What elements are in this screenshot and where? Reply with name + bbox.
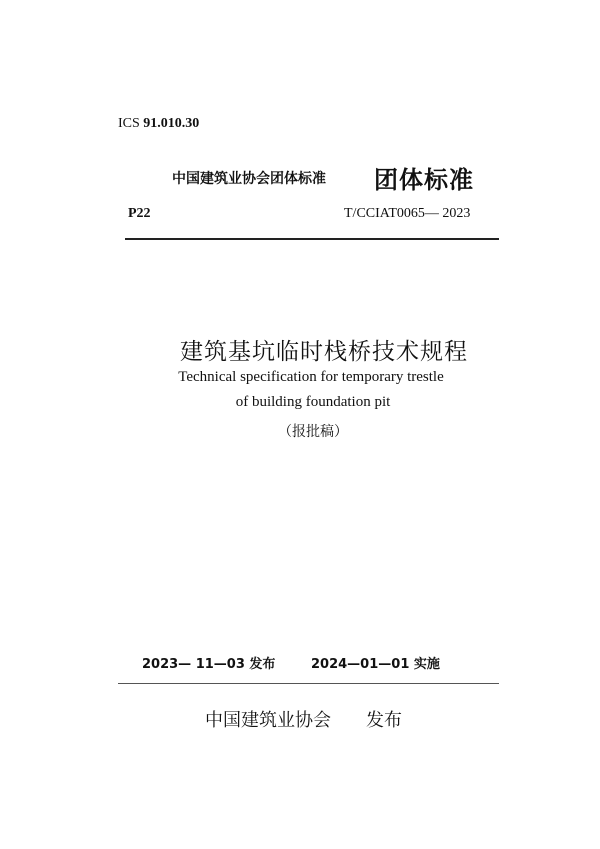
draft-status: （报批稿） bbox=[278, 424, 348, 440]
classification-code: P22 bbox=[128, 206, 151, 221]
standard-type-heading: 团体标准 bbox=[374, 166, 474, 194]
ics-code bbox=[118, 116, 199, 132]
publish-label: 发布 bbox=[366, 710, 402, 731]
ics-number: 91.010.30 bbox=[143, 116, 200, 131]
document-title-chinese: 建筑基坑临时栈桥技术规程 bbox=[180, 339, 468, 365]
top-divider bbox=[125, 238, 499, 240]
org-standard-label: 中国建筑业协会团体标准 bbox=[172, 171, 326, 187]
publisher-name: 中国建筑业协会 bbox=[205, 710, 331, 731]
issue-date: 2023— 11—03 发布 bbox=[142, 657, 276, 672]
document-title-english-line2: of building foundation pit bbox=[235, 394, 391, 410]
standard-number: T/CCIAT0065— 2023 bbox=[344, 206, 471, 221]
document-title-english-line1: Technical specification for temporary trestle bbox=[178, 369, 444, 385]
ics-prefix: ICS bbox=[118, 116, 140, 131]
implementation-date: 2024—01—01 实施 bbox=[311, 657, 440, 672]
bottom-divider bbox=[118, 683, 499, 684]
